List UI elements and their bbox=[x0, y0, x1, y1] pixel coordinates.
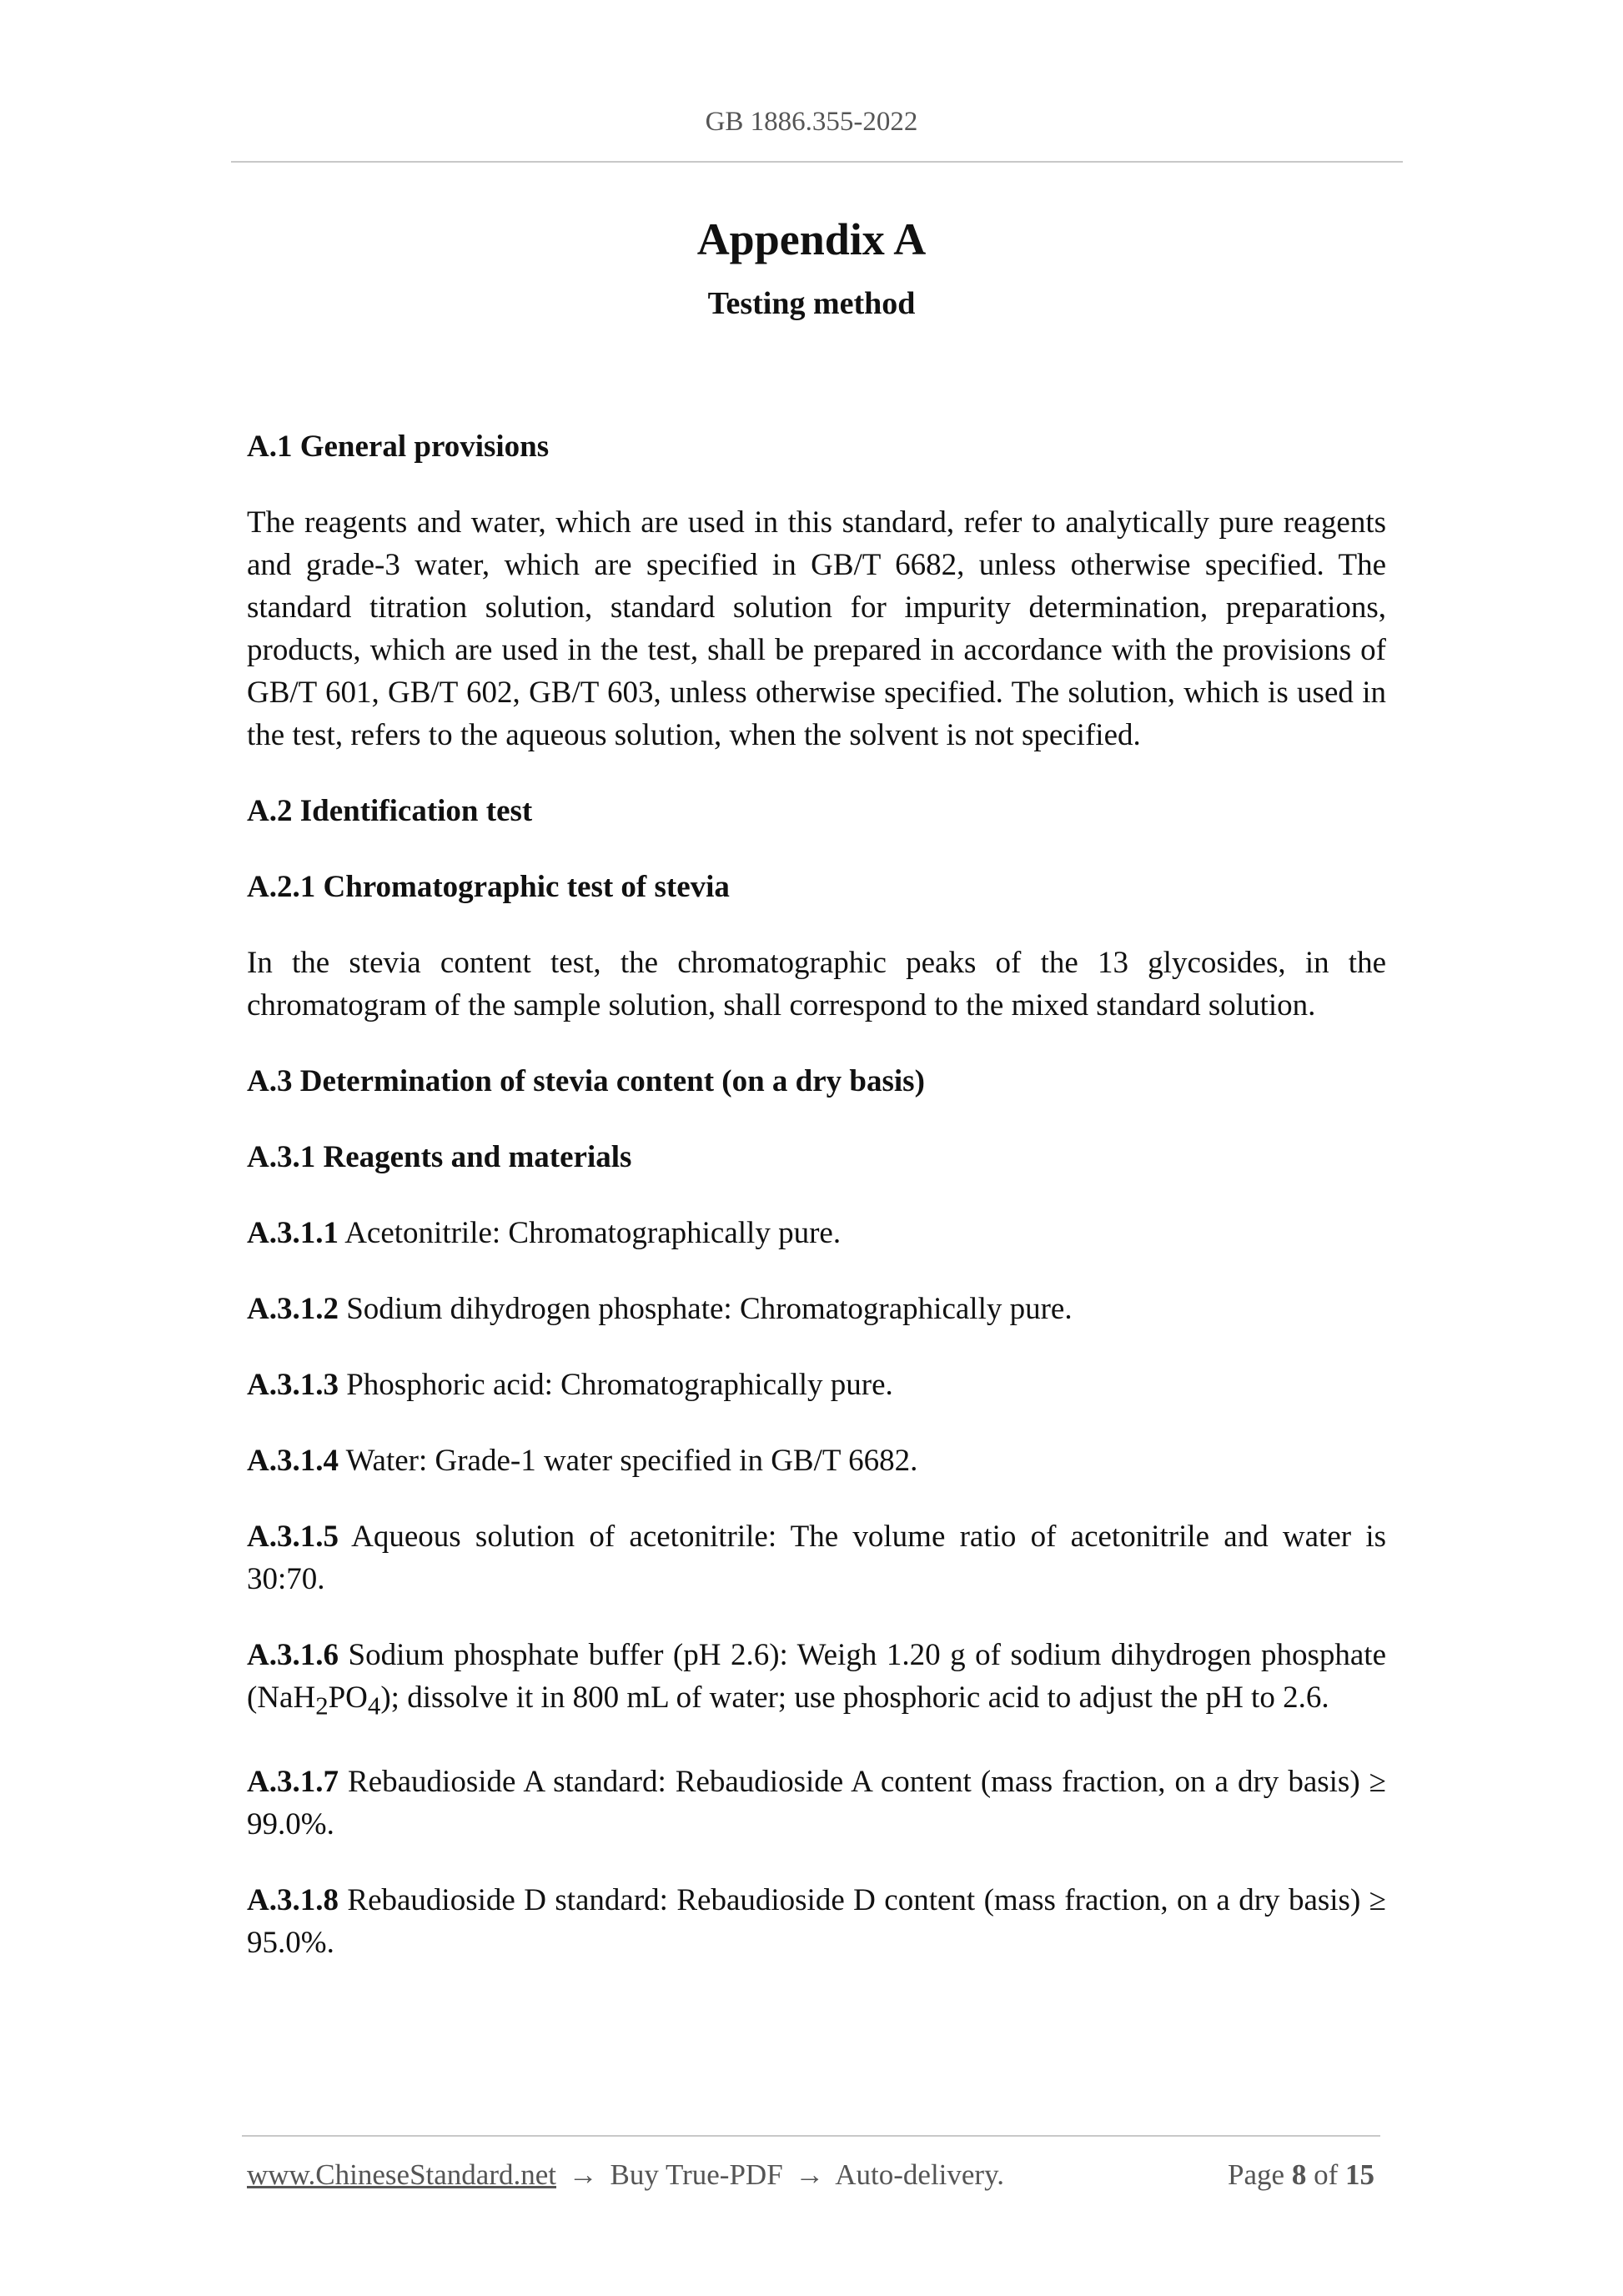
arrow-right-icon: → bbox=[795, 2158, 825, 2191]
page-total: 15 bbox=[1345, 2158, 1374, 2191]
clause-a311 bbox=[247, 1212, 1386, 1254]
clause-text: Rebaudioside A standard: Rebaudioside A content (mass fraction, on a dry basis) ≥ 99.0%. bbox=[247, 1765, 1386, 1842]
clause-a315 bbox=[247, 1515, 1386, 1600]
subscript: 4 bbox=[367, 1691, 381, 1721]
clause-text: PO bbox=[328, 1681, 368, 1715]
subscript: 2 bbox=[315, 1691, 329, 1721]
clause-text: Water: Grade-1 water specified in GB/T 6682. bbox=[338, 1444, 918, 1478]
header-divider bbox=[231, 161, 1403, 163]
clause-number: A.3.1.5 bbox=[247, 1520, 339, 1554]
clause-a312 bbox=[247, 1288, 1386, 1330]
page-current: 8 bbox=[1291, 2158, 1307, 2191]
clause-a313 bbox=[247, 1364, 1386, 1406]
document-header-title: GB 1886.355-2022 bbox=[705, 107, 918, 137]
appendix-subtitle: Testing method bbox=[707, 286, 916, 321]
page-of: of bbox=[1314, 2158, 1339, 2191]
arrow-right-icon: → bbox=[568, 2158, 598, 2191]
clause-text: Acetonitrile: Chromatographically pure. bbox=[338, 1216, 842, 1250]
section-heading-a1: A.1 General provisions bbox=[247, 430, 550, 464]
clause-text: Sodium dihydrogen phosphate: Chromatographically pure. bbox=[338, 1292, 1073, 1326]
clause-text: Aqueous solution of acetonitrile: The volume ratio of acetonitrile and water is 30:70. bbox=[247, 1520, 1386, 1596]
section-paragraph-a21: In the stevia content test, the chromatographic peaks of the 13 glycosides, in the chromatogram of the sample solution, shall correspond to the mixed standard solution. bbox=[247, 946, 1386, 1022]
clause-a318 bbox=[247, 1879, 1386, 1964]
clause-text: Sodium phosphate buffer (pH 2.6): Weigh 1.20 g of sodium dihydrogen phosphate (NaH bbox=[247, 1638, 1386, 1715]
clause-number: A.3.1.3 bbox=[247, 1368, 339, 1402]
clause-number: A.3.1.8 bbox=[247, 1883, 339, 1918]
website-link[interactable]: www.ChineseStandard.net bbox=[247, 2158, 556, 2191]
clause-number: A.3.1.6 bbox=[247, 1638, 339, 1672]
clause-text: Phosphoric acid: Chromatographically pure. bbox=[338, 1368, 893, 1402]
auto-delivery-text: Auto-delivery. bbox=[835, 2158, 1005, 2191]
clause-a317 bbox=[247, 1761, 1386, 1846]
section-paragraph-a1: The reagents and water, which are used in this standard, refer to analytically pure reagents and grade-3 water, which are specified in GB/T 6682, unless otherwise specified. The standard titration solution, standard solution for impurity determination, preparations, products, which are used in the test, shall be prepared in accordance with the provisions of GB/T 601, GB/T 602, GB/T 603, unless otherwise specified. The solution, which is used in the test, refers to the aqueous solution, when the solvent is not specified. bbox=[247, 505, 1386, 752]
document-body bbox=[247, 425, 1386, 1997]
section-heading-a3: A.3 Determination of stevia content (on a dry basis) bbox=[247, 1064, 925, 1098]
footer-divider bbox=[242, 2135, 1380, 2137]
clause-number: A.3.1.2 bbox=[247, 1292, 339, 1326]
clause-number: A.3.1.1 bbox=[247, 1216, 339, 1250]
page-label: Page bbox=[1228, 2158, 1285, 2191]
clause-a314 bbox=[247, 1439, 1386, 1482]
clause-text: Rebaudioside D standard: Rebaudioside D content (mass fraction, on a dry basis) ≥ 95.0%. bbox=[247, 1883, 1386, 1961]
appendix-title: Appendix A bbox=[696, 214, 927, 264]
clause-a316 bbox=[247, 1634, 1386, 1727]
section-heading-a21: A.2.1 Chromatographic test of stevia bbox=[247, 870, 730, 904]
clause-number: A.3.1.7 bbox=[247, 1765, 339, 1800]
clause-number: A.3.1.4 bbox=[247, 1444, 339, 1478]
section-heading-a2: A.2 Identification test bbox=[247, 794, 533, 828]
clause-text: ); dissolve it in 800 mL of water; use phosphoric acid to adjust the pH to 2.6. bbox=[380, 1681, 1329, 1715]
page-number bbox=[1228, 2158, 1374, 2192]
page-footer bbox=[247, 2158, 1374, 2192]
section-heading-a31: A.3.1 Reagents and materials bbox=[247, 1140, 632, 1174]
buy-pdf-text: Buy True-PDF bbox=[610, 2158, 783, 2191]
